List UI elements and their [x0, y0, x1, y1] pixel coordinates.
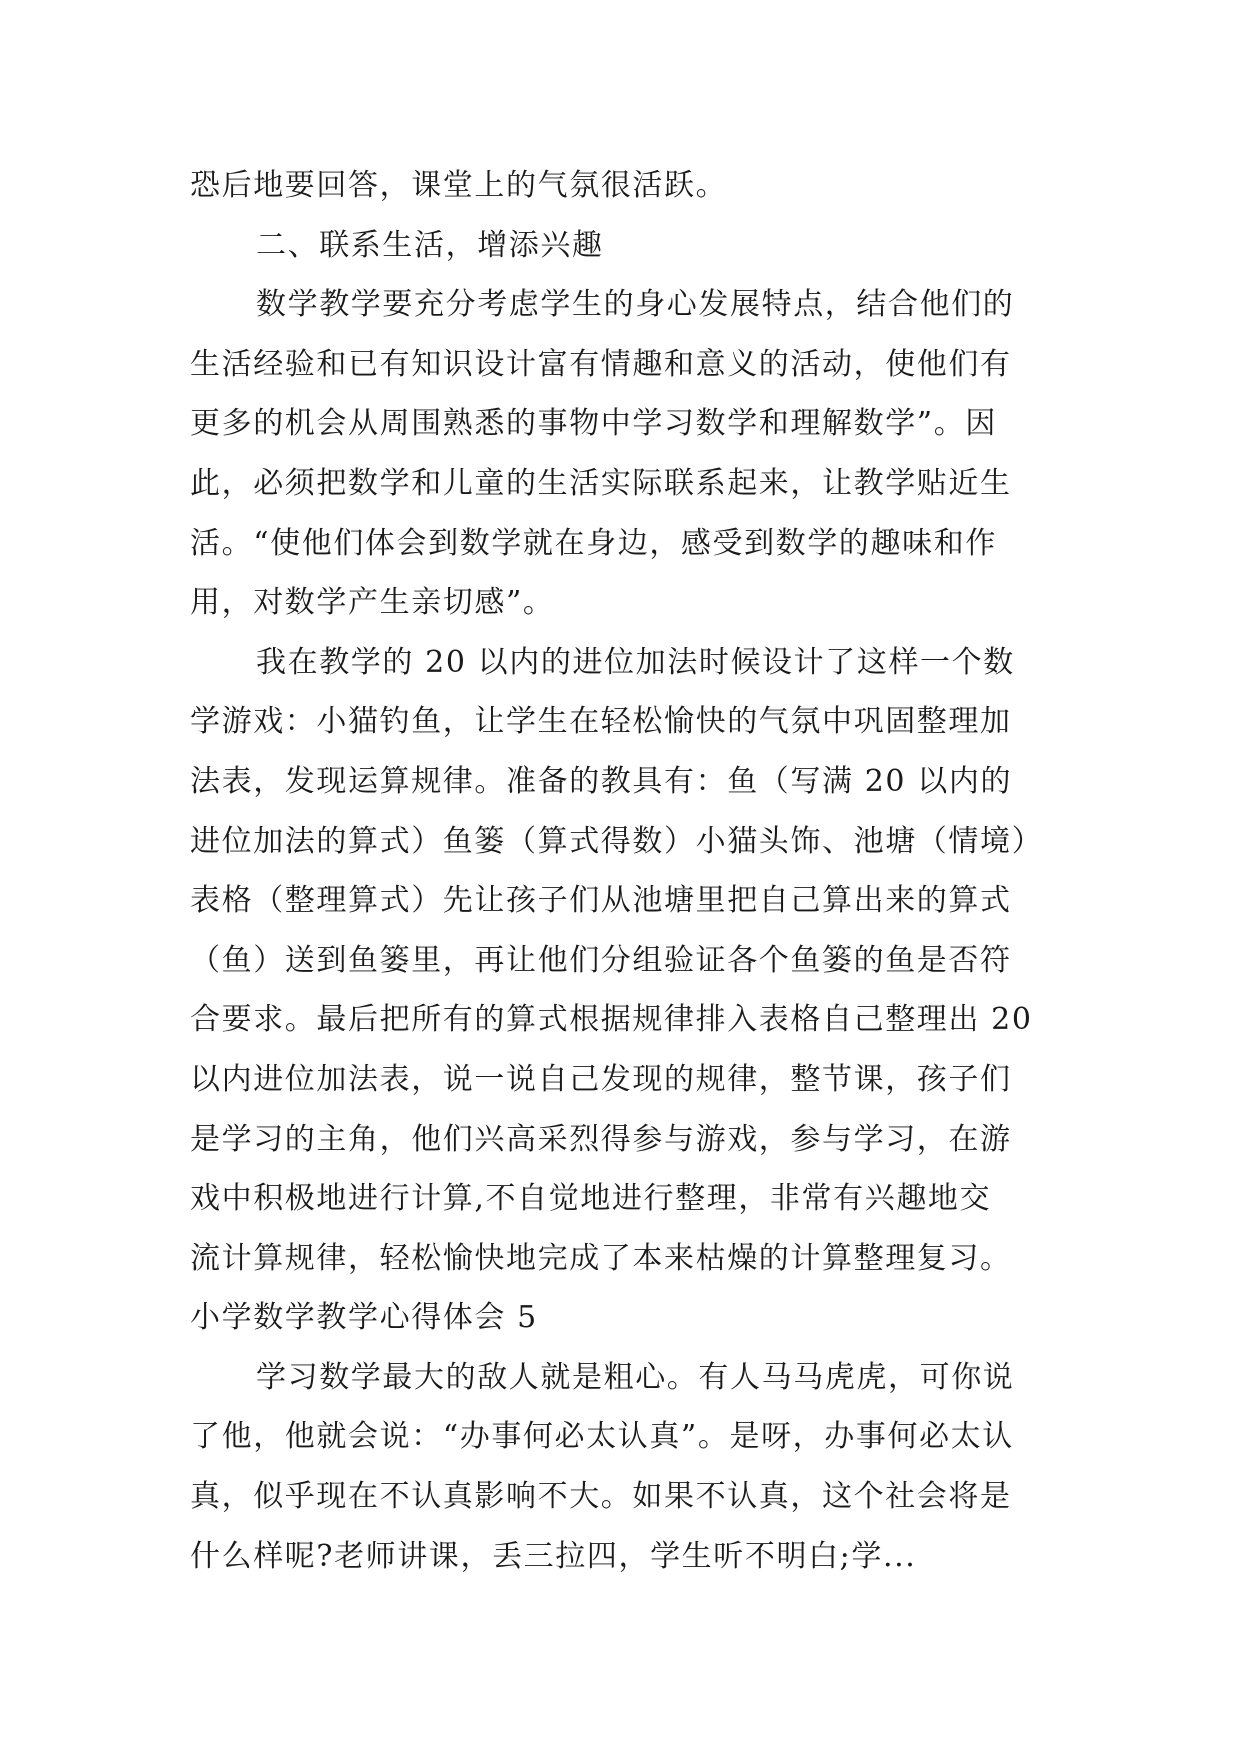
- text-line: 了他，他就会说：“办事何必太认真”。是呀，办事何必太认: [190, 1419, 1014, 1455]
- text-line: 小学数学教学心得体会 5: [190, 1300, 538, 1336]
- paragraph-first-line: 数学教学要充分考虑学生的身心发展特点，结合他们的: [256, 287, 1015, 323]
- text-line: 更多的机会从周围熟悉的事物中学习数学和理解数学”。因: [190, 406, 997, 442]
- text-line: 用，对数学产生亲切感”。: [190, 585, 555, 621]
- text-line: 表格（整理算式）先让孩子们从池塘里把自己算出来的算式: [190, 883, 1012, 919]
- paragraph-first-line: 我在教学的 20 以内的进位加法时候设计了这样一个数: [256, 644, 1015, 680]
- text-line: 戏中积极地进行计算,不自觉地进行整理，非常有兴趣地交: [190, 1181, 992, 1217]
- text-line: 什么样呢?老师讲课，丢三拉四，学生听不明白;学...: [190, 1538, 917, 1574]
- text-line: 此，必须把数学和儿童的生活实际联系起来，让教学贴近生: [190, 465, 1012, 501]
- document-text-body: [190, 156, 1056, 1586]
- text-line: 学游戏：小猫钓鱼，让学生在轻松愉快的气氛中巩固整理加: [190, 704, 1012, 740]
- text-line: 活。“使他们体会到数学就在身边，感受到数学的趣味和作: [190, 525, 997, 561]
- text-line: 恐后地要回答，课堂上的气氛很活跃。: [190, 168, 728, 203]
- text-line: （鱼）送到鱼篓里，再让他们分组验证各个鱼篓的鱼是否符: [190, 942, 1012, 978]
- text-line: 合要求。最后把所有的算式根据规律排入表格自己整理出 20: [190, 1002, 1033, 1038]
- text-line: 以内进位加法表，说一说自己发现的规律，整节课，孩子们: [190, 1061, 1012, 1097]
- text-line: 真，似乎现在不认真影响不大。如果不认真，这个社会将是: [190, 1479, 1012, 1515]
- text-line: 是学习的主角，他们兴高采烈得参与游戏，参与学习，在游: [190, 1121, 1012, 1157]
- text-line: 流计算规律，轻松愉快地完成了本来枯燥的计算整理复习。: [190, 1240, 1012, 1276]
- text-line: 生活经验和已有知识设计富有情趣和意义的活动，使他们有: [190, 346, 1012, 382]
- paragraph-first-line: 学习数学最大的敌人就是粗心。有人马马虎虎，可你说: [256, 1359, 1015, 1395]
- text-line: 法表，发现运算规律。准备的教具有：鱼（写满 20 以内的: [190, 763, 1013, 799]
- text-line: 进位加法的算式）鱼篓（算式得数）小猫头饰、池塘（情境）: [190, 823, 1044, 859]
- paragraph-first-line: 二、联系生活，增添兴趣: [256, 227, 604, 263]
